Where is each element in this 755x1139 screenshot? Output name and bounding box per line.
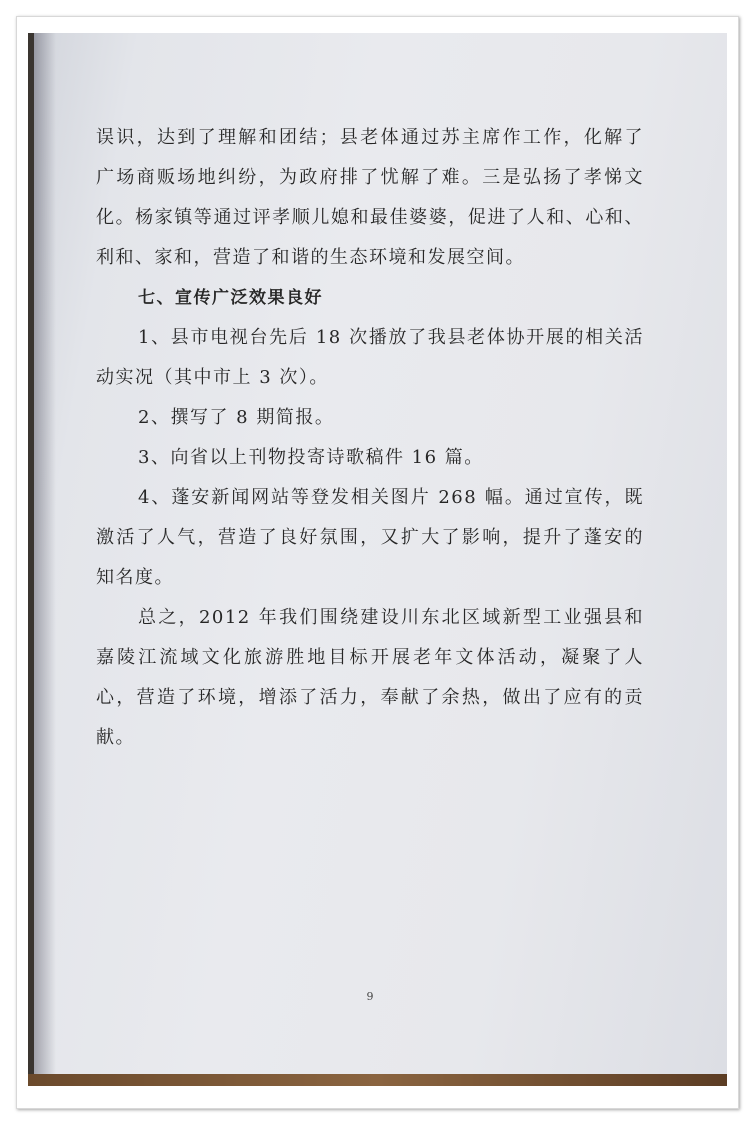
- paragraph-line: 动实况（其中市上 3 次）。: [96, 367, 329, 388]
- document-body: [96, 118, 644, 758]
- paragraph-line: 3、向省以上刊物投寄诗歌稿件 16 篇。: [138, 447, 484, 468]
- paragraph-line: 总之，2012 年我们围绕建设川东北区域新型工业强县和: [138, 607, 644, 628]
- page-number: 9: [366, 990, 374, 1003]
- paragraph-line: 嘉陵江流域文化旅游胜地目标开展老年文体活动，凝聚了人: [96, 647, 644, 668]
- paragraph-line: 广场商贩场地纠纷，为政府排了忧解了难。三是弘扬了孝悌文: [96, 167, 644, 188]
- paragraph-line: 化。杨家镇等通过评孝顺儿媳和最佳婆婆，促进了人和、心和、: [96, 207, 644, 228]
- paragraph-line: 利和、家和，营造了和谐的生态环境和发展空间。: [96, 247, 525, 268]
- paragraph-line: 误识，达到了理解和团结；县老体通过苏主席作工作，化解了: [96, 127, 644, 148]
- paragraph-line: 知名度。: [96, 567, 174, 588]
- paragraph-line: 4、蓬安新闻网站等登发相关图片 268 幅。通过宣传，既: [138, 487, 644, 508]
- paragraph-line: 献。: [96, 727, 135, 748]
- paragraph-line: 心，营造了环境，增添了活力，奉献了余热，做出了应有的贡: [96, 687, 644, 708]
- page-shadow: [34, 33, 56, 1076]
- paragraph-line: 1、县市电视台先后 18 次播放了我县老体协开展的相关活: [138, 327, 644, 348]
- section-heading: 七、宣传广泛效果良好: [138, 288, 323, 308]
- paragraph-line: 2、撰写了 8 期简报。: [138, 407, 335, 428]
- desk-edge: [28, 1074, 727, 1086]
- paragraph-line: 激活了人气，营造了良好氛围，又扩大了影响，提升了蓬安的: [96, 527, 644, 548]
